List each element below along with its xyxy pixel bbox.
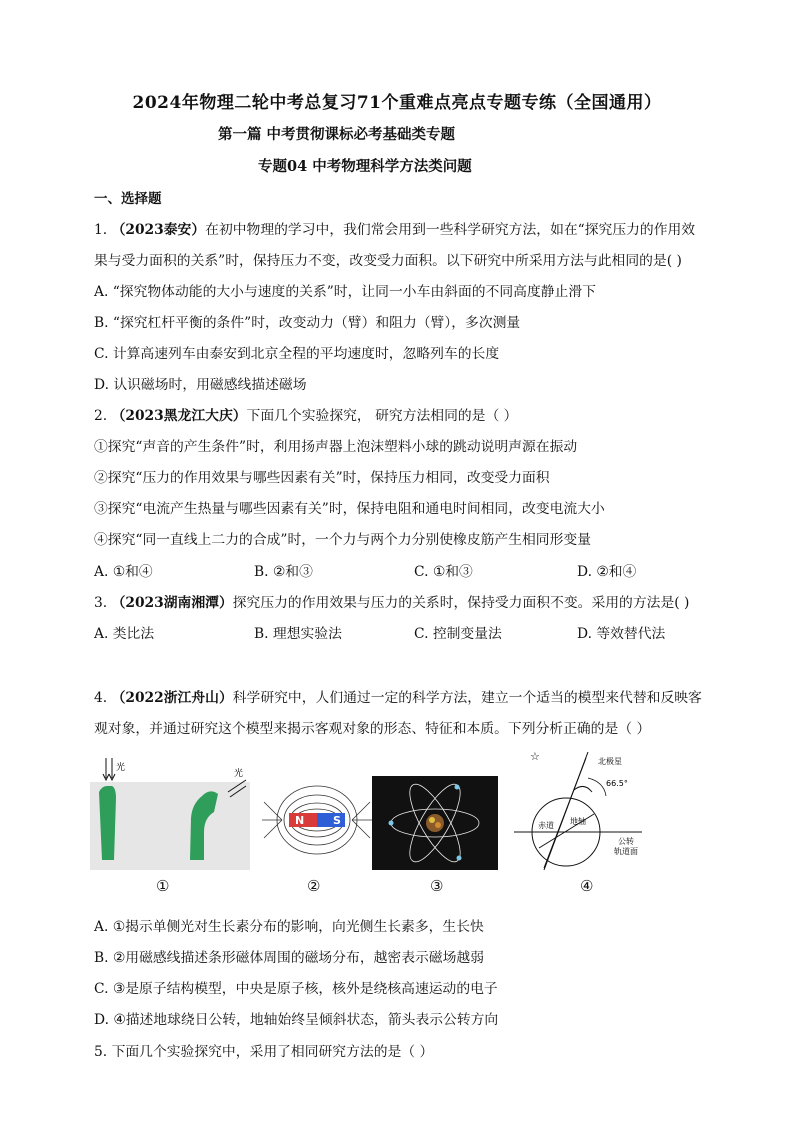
- topic-heading: 专题04 中考物理科学方法类问题: [258, 158, 472, 175]
- q3-option-c: C. 控制变量法: [414, 626, 502, 642]
- q1-option-c: C. 计算高速列车由泰安到北京全程的平均速度时，忽略列车的长度: [94, 346, 500, 362]
- question-number: 2.: [94, 408, 108, 424]
- q4-option-c: C. ③是原子结构模型，中央是原子核，核外是绕核高速运动的电子: [94, 981, 498, 997]
- question-number: 3.: [94, 595, 108, 611]
- figure-caption-1: ①: [156, 877, 170, 895]
- magnet-field-figure: [262, 752, 372, 870]
- q2-item-2: ②探究“压力的作用效果与哪些因素有关”时，保持压力相同，改变受力面积: [94, 470, 550, 486]
- q2-item-1: ①探究“声音的产生条件”时，利用扬声器上泡沫塑料小球的跳动说明声源在振动: [94, 439, 578, 455]
- page-title: 2024年物理二轮中考总复习71个重难点亮点专题专练（全国通用）: [132, 93, 662, 113]
- star-icon: ☆: [530, 752, 540, 763]
- orbit-label-2: 轨道面: [614, 847, 638, 856]
- question-text: 在初中物理的学习中，我们常会用到一些科学研究方法，如在“探究压力的作用效: [205, 222, 696, 238]
- question-2-stem: [94, 404, 517, 424]
- q1-option-a: A. “探究物体动能的大小与速度的关系”时，让同一小车由斜面的不同高度静止滑下: [94, 284, 596, 300]
- question-source: （2022浙江舟山）: [111, 690, 233, 706]
- orbit-label-1: 公转: [618, 837, 634, 846]
- question-5-stem: [94, 1040, 433, 1060]
- question-1-stem-cont: 果与受力面积的关系”时，保持压力不变，改变受力面积。以下研究中所采用方法与此相同的是( ): [94, 253, 682, 269]
- part-heading: 第一篇 中考贯彻课标必考基础类专题: [218, 126, 456, 143]
- figure-caption-2: ②: [307, 877, 321, 895]
- q2-option-a: A. ①和④: [94, 564, 153, 580]
- figure-caption-4: ④: [580, 877, 594, 895]
- q1-option-b: B. “探究杠杆平衡的条件”时，改变动力（臂）和阻力（臂），多次测量: [94, 315, 521, 331]
- question-1-stem: [94, 218, 695, 238]
- question-number: 1.: [94, 222, 108, 238]
- question-source: （2023泰安）: [111, 222, 206, 238]
- q2-item-4: ④探究“同一直线上二力的合成”时，一个力与两个力分别使橡皮筋产生相同形变量: [94, 532, 591, 548]
- q2-option-c: C. ①和③: [414, 564, 473, 580]
- question-text: 下面几个实验探究， 研究方法相同的是（ ）: [246, 408, 518, 424]
- q2-item-3: ③探究“电流产生热量与哪些因素有关”时，保持电阻和通电时间相同，改变电流大小: [94, 501, 605, 517]
- earth-orbit-figure: [514, 752, 654, 870]
- straight-shoot: [99, 786, 116, 860]
- section-heading: 一、选择题: [94, 191, 162, 207]
- question-text: 下面几个实验探究中，采用了相同研究方法的是（ ）: [111, 1044, 434, 1060]
- q3-option-d: D. 等效替代法: [577, 626, 666, 642]
- q2-option-b: B. ②和③: [254, 564, 313, 580]
- question-number: 4.: [94, 690, 108, 706]
- figure-caption-3: ③: [430, 877, 444, 895]
- phototropism-figure: [90, 752, 250, 870]
- light-label: 光: [116, 763, 126, 773]
- question-source: （2023黑龙江大庆）: [111, 408, 247, 424]
- equator-label: 赤道: [538, 821, 554, 830]
- n-pole-label: N: [295, 814, 305, 827]
- q3-option-b: B. 理想实验法: [254, 626, 342, 642]
- question-4-stem-cont: 观对象，并通过研究这个模型来揭示客观对象的形态、特征和本质。下列分析正确的是（ ）: [94, 721, 651, 737]
- q4-option-a: A. ①揭示单侧光对生长素分布的影响，向光侧生长素多，生长快: [94, 919, 484, 935]
- angle-label: 66.5°: [606, 779, 628, 788]
- polaris-label: 北极星: [598, 757, 622, 766]
- question-text: 探究压力的作用效果与压力的关系时，保持受力面积不变。采用的方法是( ): [232, 595, 690, 611]
- s-pole-label: S: [333, 814, 341, 827]
- q3-option-a: A. 类比法: [94, 626, 155, 642]
- question-source: （2023湖南湘潭）: [111, 595, 233, 611]
- light-label-2: 光: [234, 769, 244, 779]
- q4-option-d: D. ④描述地球绕日公转，地轴始终呈倾斜状态，箭头表示公转方向: [94, 1012, 499, 1028]
- q1-option-d: D. 认识磁场时，用磁感线描述磁场: [94, 377, 307, 393]
- axis-label: 地轴: [570, 817, 586, 826]
- nucleus: [426, 814, 444, 832]
- q2-option-d: D. ②和④: [577, 564, 637, 580]
- question-number: 5.: [94, 1044, 108, 1060]
- question-text: 科学研究中，人们通过一定的科学方法，建立一个适当的模型来代替和反映客: [232, 690, 702, 706]
- question-3-stem: [94, 591, 689, 611]
- question-4-stem: [94, 686, 702, 706]
- q4-option-b: B. ②用磁感线描述条形磁体周围的磁场分布，越密表示磁场越弱: [94, 950, 484, 966]
- atom-model-figure: [372, 752, 498, 870]
